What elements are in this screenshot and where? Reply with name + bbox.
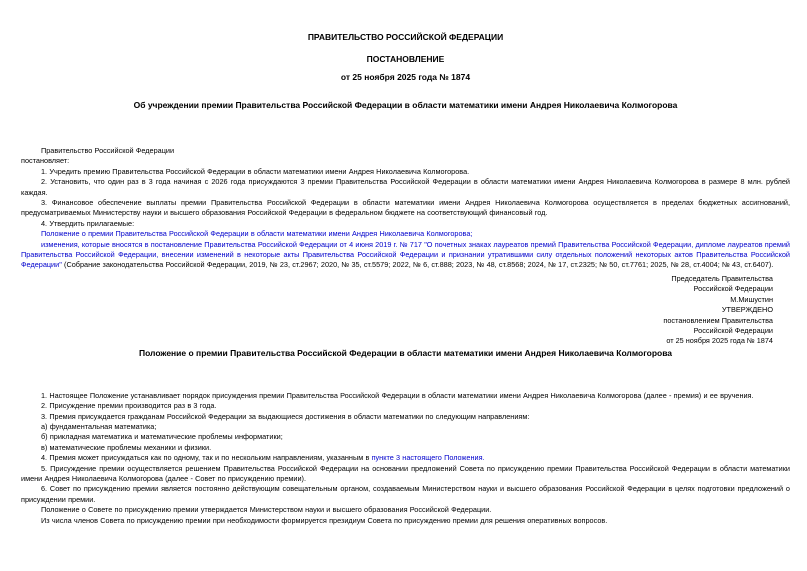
paragraph bbox=[21, 229, 790, 239]
text-segment: а) фундаментальная математика; bbox=[41, 421, 157, 431]
paragraph bbox=[21, 240, 790, 271]
signature-block bbox=[21, 274, 790, 347]
paragraph bbox=[21, 443, 790, 453]
signature-line: постановлением Правительства bbox=[663, 315, 773, 325]
paragraph bbox=[21, 505, 790, 515]
text-segment: 2. Присуждение премии производится раз в 3 года. bbox=[41, 401, 217, 411]
paragraph bbox=[21, 422, 790, 432]
text-segment: 1. Настоящее Положение устанавливает порядок присуждения премии Правительства Российской Федерации в области математики имени Андрея Николаевича Колмогорова (далее - премия) и ее вручения. bbox=[41, 390, 754, 400]
paragraph bbox=[21, 516, 790, 526]
text-segment: 4. Премия может присуждаться как по одному, так и по нескольким направлениям, указанным в bbox=[41, 453, 372, 463]
text-segment: 6. Совет по присуждению премии является постоянно действующим совещательным органом, создаваемым Министерством науки и высшего образования Российской Федерации в целях подготовки предложений о присуждении премии. bbox=[21, 484, 790, 504]
document-header bbox=[21, 33, 790, 110]
paragraph bbox=[21, 219, 790, 229]
text-segment: б) прикладная математика и математические проблемы информатики; bbox=[41, 432, 283, 442]
text-segment: Положение о Совете по присуждению премии утверждается Министерством науки и высшего образования Российской Федерации. bbox=[41, 505, 492, 515]
paragraph bbox=[21, 146, 790, 156]
paragraph bbox=[21, 177, 790, 198]
text-segment: Из числа членов Совета по присуждению премии при необходимости формируется президиум Совета по присуждению премии для решения оперативных вопросов. bbox=[41, 515, 608, 525]
paragraph bbox=[21, 156, 790, 166]
paragraph bbox=[21, 391, 790, 401]
document-link[interactable]: Положение о премии Правительства Российской Федерации в области математики имени Андрея Николаевича Колмогорова; bbox=[41, 229, 473, 239]
regulation-title: Положение о премии Правительства Российской Федерации в области математики имени Андрея Николаевича Колмогорова bbox=[138, 347, 673, 358]
paragraph bbox=[21, 401, 790, 411]
paragraph bbox=[21, 484, 790, 505]
document-link[interactable]: пункте 3 настоящего Положения. bbox=[371, 453, 485, 463]
issuing-authority: ПРАВИТЕЛЬСТВО РОССИЙСКОЙ ФЕДЕРАЦИИ bbox=[307, 32, 504, 42]
text-segment: 4. Утвердить прилагаемые: bbox=[41, 218, 135, 228]
paragraph bbox=[21, 167, 790, 177]
paragraph bbox=[21, 453, 790, 463]
resolution-text bbox=[21, 146, 790, 271]
document-link[interactable]: изменения, которые вносятся в постановление Правительства Российской Федерации от 4 июня 2019 г. № 717 "О почетных знаках лауреатов премий Правительства Российской Федерации, дипломе лауреатов премий Правительства Российской Федерации, внесении изменений в некоторые акты Правительства Российской Федерации и признании утратившими силу отдельных положений некоторых актов Правительства Российской Федерации" bbox=[21, 239, 790, 270]
text-segment: 3. Премия присуждается гражданам Российской Федерации за выдающиеся достижения в области математики по следующим направлениям: bbox=[41, 411, 530, 421]
regulation-text bbox=[21, 391, 790, 526]
paragraph bbox=[21, 198, 790, 219]
text-segment: 1. Учредить премию Правительства Российской Федерации в области математики имени Андрея Николаевича Колмогорова. bbox=[41, 166, 470, 176]
signature-line: Председатель Правительства bbox=[671, 273, 773, 283]
text-segment: в) математические проблемы механики и физики. bbox=[41, 442, 212, 452]
paragraph bbox=[21, 464, 790, 485]
text-segment: Правительство Российской Федерации bbox=[41, 146, 175, 155]
signature-line: Российской Федерации bbox=[693, 284, 773, 294]
text-segment: (Собрание законодательства Российской Федерации, 2019, № 23, ст.2967; 2020, № 35, ст.5579; 2022, № 6, ст.888; 2023, № 48, ст.8568; 2024, № 17, ст.2325; № 50, ст.7761; 2025, № 28, ст.4004; № 43, ст.6407). bbox=[61, 260, 774, 270]
document-type-label: ПОСТАНОВЛЕНИЕ bbox=[366, 54, 445, 64]
signature-line: УТВЕРЖДЕНО bbox=[721, 305, 773, 315]
signature-line: Российской Федерации bbox=[693, 325, 773, 335]
text-segment: 3. Финансовое обеспечение выплаты премии Правительства Российской Федерации в области математики имени Андрея Николаевича Колмогорова осуществляется в пределах бюджетных ассигнований, предусматриваемых Министерству науки и высшего образования Российской Федерации в федеральном бюджете на соответствующий финансовый год. bbox=[21, 198, 790, 218]
document-date-number: от 25 ноября 2025 года № 1874 bbox=[340, 72, 471, 82]
document-title: Об учреждении премии Правительства Российской Федерации в области математики имени Андрея Николаевича Колмогорова bbox=[133, 100, 678, 110]
text-segment: постановляет: bbox=[21, 156, 70, 166]
text-segment: 5. Присуждение премии осуществляется решением Правительства Российской Федерации на основании предложений Совета по присуждению премии Правительства Российской Федерации в области математики имени Андрея Николаевича Колмогорова (далее - Совет по присуждению премии). bbox=[21, 463, 790, 483]
paragraph bbox=[21, 412, 790, 422]
text-segment: 2. Установить, что один раз в 3 года начиная с 2026 года присуждаются 3 премии Правительства Российской Федерации в области математики имени Андрея Николаевича Колмогорова в размере 8 млн. рублей каждая. bbox=[21, 177, 790, 197]
paragraph bbox=[21, 432, 790, 442]
signature-line: от 25 ноября 2025 года № 1874 bbox=[666, 336, 773, 346]
signature-line: М.Мишустин bbox=[730, 294, 773, 304]
